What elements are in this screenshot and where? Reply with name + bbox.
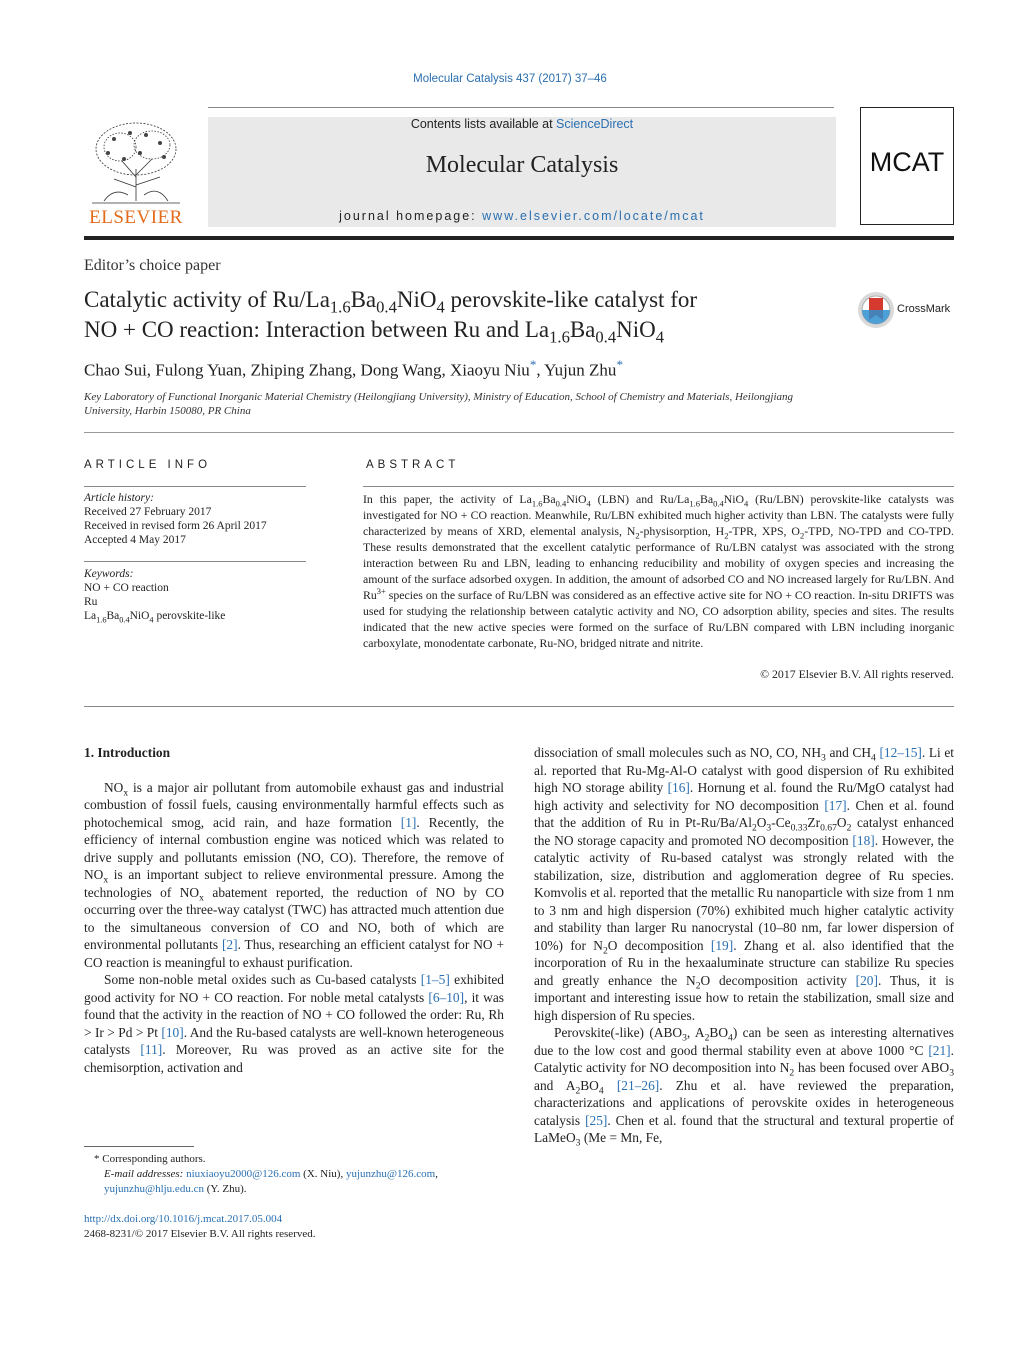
citation-link[interactable]: [10] [161,1024,184,1040]
doi-block [84,1212,316,1242]
keyword: NO + CO reaction [84,582,169,594]
keyword: $La_{1.6}Ba_{0.4}NiO_4$ perovskite-like [84,610,226,625]
issn-copyright: 2468-8231/© 2017 Elsevier B.V. All rights reserved. [84,1228,316,1240]
citation-link[interactable]: [18] [852,832,875,848]
body-column-right [534,744,954,1147]
citation-link[interactable]: [19] [710,937,734,953]
author-list: Chao Sui, Fulong Yuan, Zhiping Zhang, Dong Wang, Xiaoyu Niu*, Yujun Zhu* [84,357,623,380]
body-column-left [84,744,504,1076]
citation-link[interactable]: [1] [400,814,417,830]
divider [84,561,306,562]
email-link[interactable]: yujunzhu@hlju.edu.cn [104,1183,204,1195]
received-date: Received 27 February 2017 [84,506,212,518]
paper-title: Catalytic activity of $Ru/La_{1.6}Ba_{0.4}NiO_4$ perovskite-like catalyst for NO + CO reaction: Interaction between Ru and $La_{1.6}Ba_{0.4}NiO_4$ [84,287,698,347]
publisher-name: ELSEVIER [89,207,183,228]
citation-link[interactable]: [21] [928,1042,951,1058]
journal-reference-link[interactable]: Molecular Catalysis 437 (2017) 37–46 [413,73,607,85]
email-link[interactable]: niuxiaoyu2000@126.com [186,1168,301,1180]
email-link[interactable]: yujunzhu@126.com [345,1168,436,1180]
journal-title: Molecular Catalysis [425,152,619,178]
article-history: Article history: Received 27 February 2017 Received in revised form 26 April 2017 Accepted 4 May 2017 [84,491,306,547]
paragraph: $NO_x$ is a major air pollutant from automobile exhaust gas and industrial combustion of fossil fuels, causing environmentally harmful effects such as photochemical smog, acid rain, and haze formation [1]. Recently, the efficiency of internal combustion engine was noticed which was related to drive supply and pollutants emission (NO, CO). Therefore, the remove of $NO_x$ is an important subject to relieve environmental pressure. Among the technologies of $NO_x$ abatement reported, the reduction of NO by CO occurring over the three-way catalyst (TWC) has attracted much attention due to the simultaneous conversion of CO and NO, both of which are environmental pollutants [2]. Thus, researching an efficient catalyst for NO + CO reaction is meaningful to exhaust purification. [84,779,504,970]
article-info-heading: ARTICLE INFO [84,459,212,471]
divider [84,486,306,487]
divider [363,486,954,487]
divider [84,432,954,433]
paragraph: Perovskite(-like) ($ABO_3$, $A_2BO_4$) can be seen as interesting alternatives due to the low cost and good thermal stability even at above 1000 °C [21]. Catalytic activity for NO decomposition into $N_2$ has been focused over $ABO_3$ and $A_2BO_4$ [21–26]. Zhu et al. have reviewed the preparation, characterizations and applications of perovskite oxides in heterogeneous catalysis [25]. Chen et al. found that the structural and textural propertie of LaMeO$_3$ (Me = Mn, Fe, [534,1025,954,1149]
keyword: Ru [84,596,98,608]
paper-type: Editor’s choice paper [84,257,221,274]
citation-link[interactable]: [21–26] [616,1077,660,1093]
header-rule [208,107,834,108]
citation-link[interactable]: [2] [221,937,238,952]
citation-link[interactable]: [20] [855,972,878,988]
corresponding-mark[interactable]: * [529,357,537,372]
header-thick-rule [84,236,954,240]
footnotes [84,1152,504,1197]
copyright: © 2017 Elsevier B.V. All rights reserved. [760,667,954,681]
citation-link[interactable]: [11] [140,1042,163,1057]
abstract-heading: ABSTRACT [366,459,460,471]
revised-date: Received in revised form 26 April 2017 [84,520,267,532]
paragraph: dissociation of small molecules such as NO, CO, $NH_3$ and $CH_4$ [12–15]. Li et al. reported that Ru-Mg-Al-O catalyst with good dispersion of Ru exhibited high NO storage ability [16]. Hornung et al. found the Ru/MgO catalyst had high activity and selectivity for NO decomposition [17]. Chen et al. found that the addition of Ru in $Pt-Ru/Ba/Al_2O_3-Ce_{0.33}Zr_{0.67}O_2$ catalyst enhanced the NO storage capacity and promoted NO decomposition [18]. However, the catalytic activity of Ru-based catalyst was strongly related with the stabilization, size, distribution and agglomeration degree of Ru species. Komvolis et al. reported that the metallic Ru nanoparticle with size from 1 nm to 3 nm and high dispersion (70%) exhibited much higher catalytic activity and stability than larger Ru nanocrystal (10–80 nm, far lower dispersion of 10%) for $N_2O$ decomposition [19]. Zhang et al. also identified that the incorporation of Ru in the hexaaluminate structure can stabilize Ru species and greatly enhance the $N_2O$ decomposition activity [20]. Thus, it is important and interesting issue how to retain the stabilization, small size and high dispersion of Ru species. [534,745,955,1023]
footnote-rule [84,1146,194,1147]
section-heading: 1. Introduction [84,745,171,760]
affiliation: Key Laboratory of Functional Inorganic Material Chemistry (Heilongjiang University), Ministry of Education, School of Chemistry and Materials, Heilongjiang University, Harbin 150080, PR China [84,391,794,417]
citation-link[interactable]: [16] [667,780,690,795]
corresponding-mark[interactable]: * [616,357,623,372]
journal-cover-abbrev: MCAT [869,147,945,177]
citation-link[interactable]: [12–15] [879,745,922,760]
sciencedirect-link[interactable]: ScienceDirect [556,117,634,131]
accepted-date: Accepted 4 May 2017 [84,534,186,546]
citation-link[interactable]: [1–5] [420,972,450,987]
homepage-line: journal homepage: www.elsevier.com/locate/mcat [339,209,705,223]
citation-link[interactable]: [6–10] [428,989,465,1005]
divider [84,706,954,707]
email-note: E-mail addresses: niuxiaoyu2000@126.com (X. Niu), yujunzhu@126.com, yujunzhu@hlju.edu.cn (Y. Zhu). [104,1168,438,1195]
keywords: Keywords: NO + CO reaction Ru $La_{1.6}Ba_{0.4}NiO_4$ perovskite-like [84,567,306,623]
citation-link[interactable]: [17] [824,797,847,813]
abstract-text: In this paper, the activity of $La_{1.6}Ba_{0.4}NiO_4$ (LBN) and $Ru/La_{1.6}Ba_{0.4}NiO_4$ (Ru/LBN) perovskite-like catalysts was investigated for NO + CO reaction. Meanwhile, Ru/LBN exhibited much higher activity than LBN. The catalysts were fully characterized by means of XRD, elemental analysis, $N_2$-physisorption, $H_2$-TPR, XPS, $O_2$-TPD, NO-TPD and CO-TPD. These results demonstrated that the excellent catalytic performance of Ru/LBN catalyst was associated with the strong interaction between Ru and LBN, leading to enhancing reducibility and mobility of oxygen species and increasing the amount of the surface adsorbed oxygen. In addition, the amount of adsorbed CO and NO increased largely for Ru/LBN. And $Ru^{3+}$ species on the surface of Ru/LBN was considered as an effective active site for NO + CO reaction. In-situ DRIFTS was used for studying the relationship between catalytic activity and NO, CO adsorption ability, species and sites. The results indicated that the new active species were formed on the surface of Ru/LBN compared with LBN including inorganic carboxylate, monodentate carbonate, Ru-NO, bridged nitrate and nitrite. [363,492,954,650]
contents-line: Contents lists available at ScienceDirect [410,117,634,131]
paragraph: Some non-noble metal oxides such as Cu-based catalysts [1–5] exhibited good activity for NO + CO reaction. For noble metal catalysts [6–10], it was found that the activity in the reaction of NO + CO followed the order: Ru, Rh > Ir > Pd > Pt [10]. And the Ru-based catalysts are well-known heterogeneous catalysts [11]. Moreover, Ru was proved as an active site for the chemisorption, activation and [84,972,505,1075]
journal-homepage-link[interactable]: www.elsevier.com/locate/mcat [482,209,705,223]
citation-link[interactable]: [25] [585,1112,608,1128]
doi-link[interactable]: http://dx.doi.org/10.1016/j.mcat.2017.05.004 [84,1213,283,1225]
corresponding-note: * Corresponding authors. [94,1153,206,1165]
crossmark-label[interactable]: CrossMark [897,303,951,315]
